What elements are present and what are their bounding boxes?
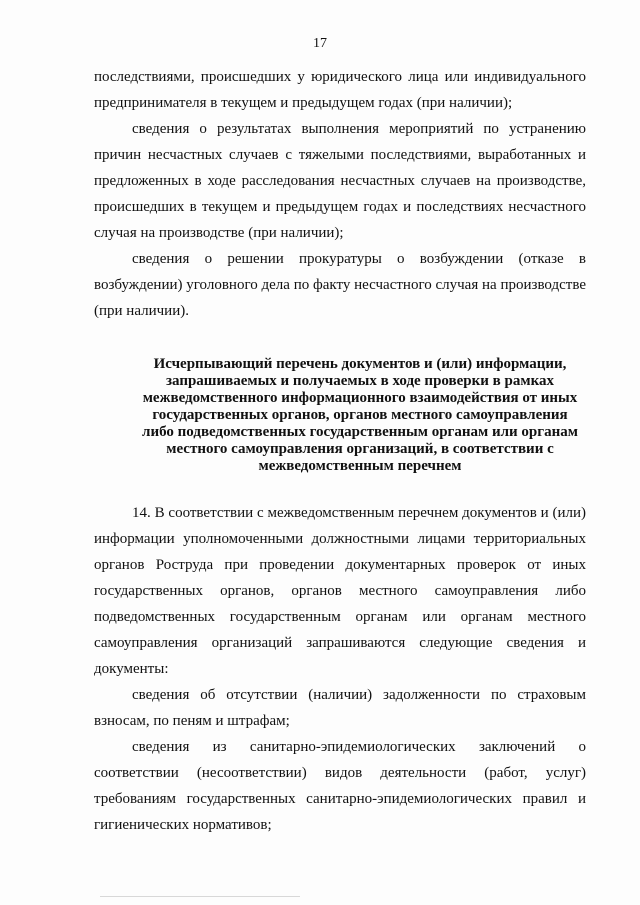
paragraph-sanitary-conclusions: сведения из санитарно-эпидемиологических заключений о соответствии (несоответствии) видов деятельности (работ, услуг) требованиям государственных санитарно-эпидемиологических правил и гигиенических нормативов;: [94, 739, 586, 833]
paragraph-14: 14. В соответствии с межведомственным перечнем документов и (или) информации уполномоченными должностными лицами территориальных органов Роструда при проведении документарных проверок от иных государственных органов, органов местного самоуправления либо подведомственных государственным органам или органам местного самоуправления организаций запрашиваются следующие сведения и документы:: [94, 505, 586, 677]
paragraph-consequences-continuation: последствиями, происшедших у юридического лица или индивидуального предпринимателя в текущем и предыдущем годах (при наличии);: [94, 69, 586, 111]
scan-edge-mark: [100, 896, 300, 897]
section-heading: Исчерпывающий перечень документов и (или) информации, запрашиваемых и получаемых в ходе проверки в рамках межведомственного информационного взаимодействия от иных государственных органов, органов местного самоуправления либо подведомственных государственным органам или органам местного самоуправления организаций, в соответствии с межведомственным перечнем: [142, 356, 578, 474]
paragraph-measures-results: сведения о результатах выполнения мероприятий по устранению причин несчастных случаев с тяжелыми последствиями, выработанных и предложенных в ходе расследования несчастных случаев на производстве, происшедших в текущем и предыдущем годах и последствиях несчастного случая на производстве (при наличии);: [94, 121, 586, 241]
page-number: 17: [313, 36, 327, 51]
paragraph-debt-info: сведения об отсутствии (наличии) задолженности по страховым взносам, по пеням и штрафам;: [94, 687, 586, 729]
paragraph-prosecutor-decision: сведения о решении прокуратуры о возбуждении (отказе в возбуждении) уголовного дела по факту несчастного случая на производстве (при наличии).: [94, 251, 586, 319]
